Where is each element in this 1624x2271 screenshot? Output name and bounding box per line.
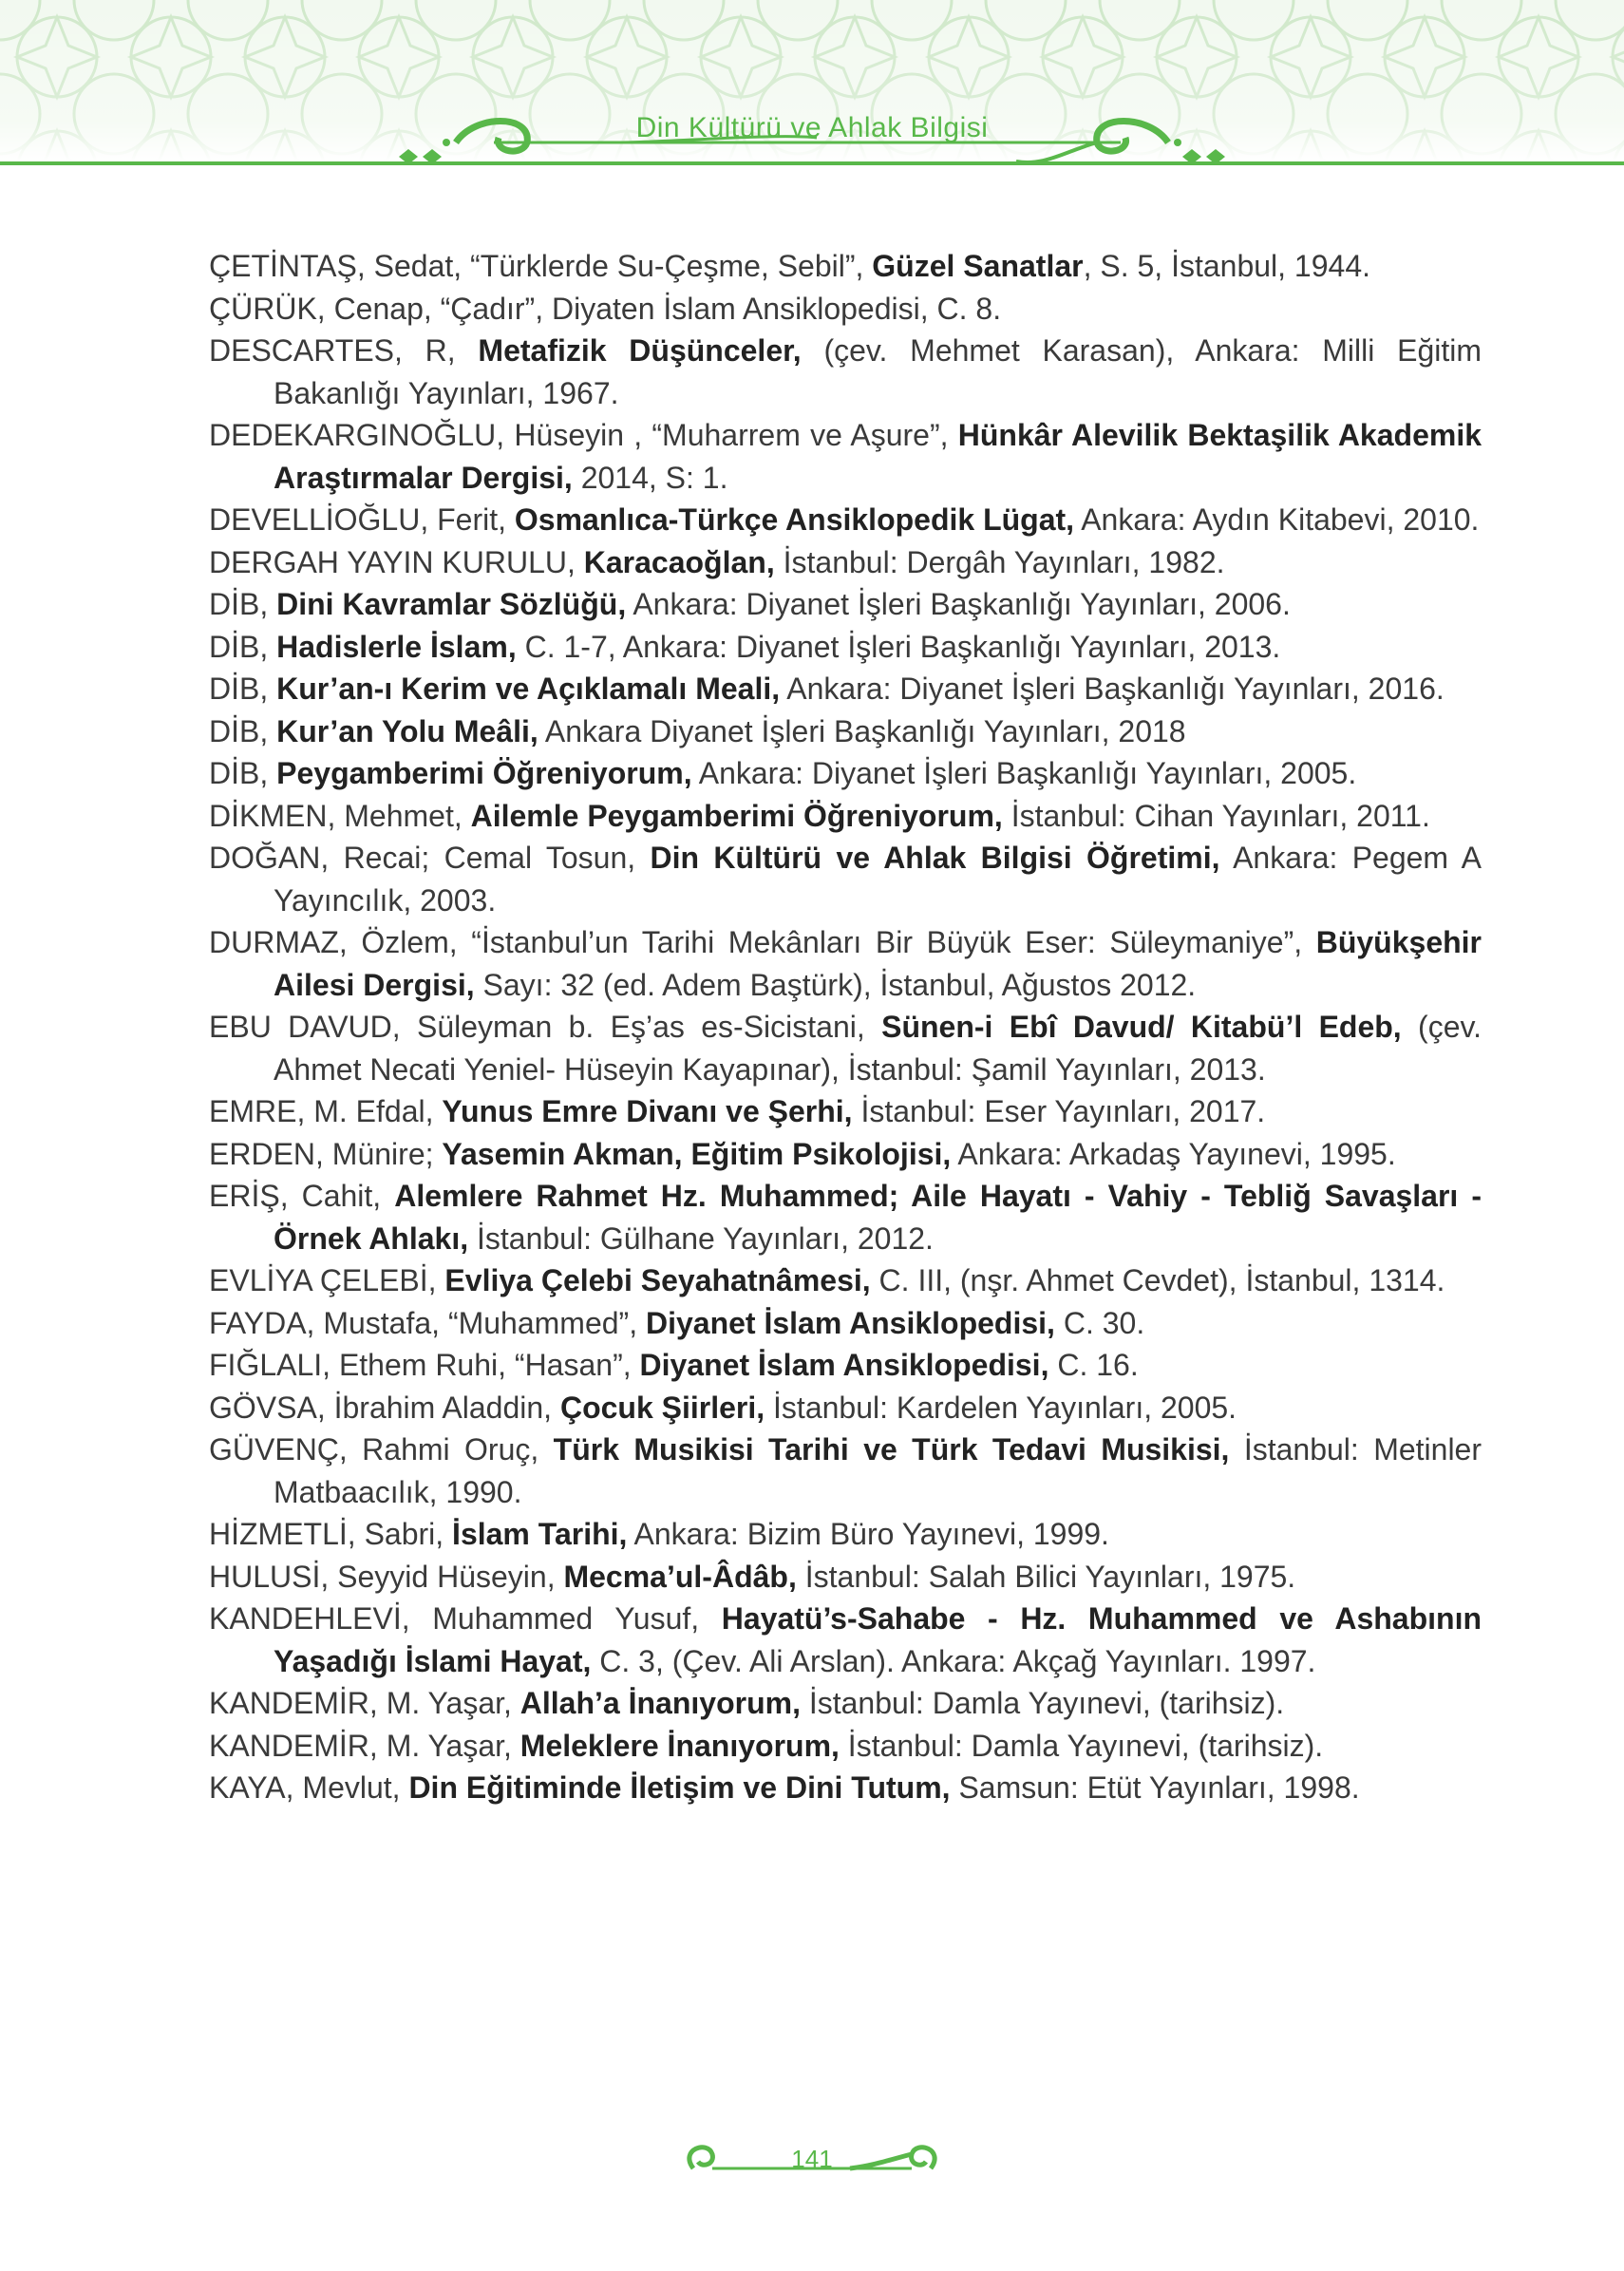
- reference-text: Ankara: Diyanet İşleri Başkanlığı Yayınları, 2016.: [780, 672, 1445, 706]
- reference-entry: [209, 668, 1482, 710]
- reference-text: ERDEN, Münire;: [209, 1136, 443, 1171]
- decorative-pattern: [0, 0, 1624, 176]
- reference-entry: [209, 541, 1482, 584]
- reference-title: Diyanet İslam Ansiklopedisi,: [645, 1305, 1055, 1340]
- reference-text: EBU DAVUD, Süleyman b. Eş’as es-Sicistani,: [209, 1010, 882, 1044]
- reference-entry: [209, 752, 1482, 795]
- reference-text: DİB,: [209, 587, 277, 621]
- reference-text: İstanbul: Salah Bilici Yayınları, 1975.: [796, 1559, 1296, 1594]
- reference-text: Sayı: 32 (ed. Adem Baştürk), İstanbul, Ağustos 2012.: [474, 967, 1197, 1002]
- reference-text: DOĞAN, Recai; Cemal Tosun,: [209, 841, 651, 875]
- reference-entry: [209, 1682, 1482, 1725]
- reference-entry: [209, 1302, 1482, 1345]
- reference-entry: [209, 288, 1482, 331]
- reference-title: Hadislerle İslam,: [276, 629, 517, 664]
- reference-text: Ankara: Bizim Büro Yayınevi, 1999.: [627, 1517, 1109, 1551]
- reference-text: DİKMEN, Mehmet,: [209, 798, 471, 833]
- reference-title: Diyanet İslam Ansiklopedisi,: [639, 1348, 1049, 1382]
- reference-title: Ailemle Peygamberimi Öğreniyorum,: [470, 798, 1003, 833]
- reference-entry: [209, 1344, 1482, 1387]
- reference-text: Samsun: Etüt Yayınları, 1998.: [950, 1770, 1360, 1805]
- reference-text: EMRE, M. Efdal,: [209, 1094, 443, 1128]
- reference-title: Peygamberimi Öğreniyorum,: [276, 756, 692, 790]
- page-footer: [670, 2126, 954, 2192]
- reference-title: Dini Kavramlar Sözlüğü,: [276, 587, 627, 621]
- reference-title: Hünkâr Alevilik Bektaşilik Akademik Araştırmalar Dergisi,: [274, 418, 1482, 495]
- reference-text: C. 30.: [1054, 1305, 1145, 1340]
- reference-title: Yasemin Akman, Eğitim Psikolojisi,: [442, 1136, 952, 1171]
- reference-title: Metafizik Düşünceler,: [478, 333, 802, 368]
- reference-text: DİB,: [209, 672, 277, 706]
- reference-text: DESCARTES, R,: [209, 333, 479, 368]
- reference-title: Allah’a İnanıyorum,: [519, 1686, 801, 1720]
- reference-entry: [209, 921, 1482, 1006]
- bibliography-list: [209, 245, 1482, 1809]
- reference-entry: [209, 837, 1482, 921]
- reference-text: İstanbul: Metinler Matbaacılık, 1990.: [274, 1432, 1482, 1509]
- reference-entry: [209, 1725, 1482, 1768]
- reference-text: KANDEMİR, M. Yaşar,: [209, 1686, 520, 1720]
- reference-title: Sünen-i Ebî Davud/ Kitabü’l Edeb,: [881, 1010, 1402, 1044]
- reference-text: DİB,: [209, 629, 277, 664]
- reference-title: Büyükşehir Ailesi Dergisi,: [274, 925, 1482, 1002]
- reference-title: Meleklere İnanıyorum,: [519, 1728, 840, 1763]
- reference-text: DURMAZ, Özlem, “İstanbul’un Tarihi Mekânları Bir Büyük Eser: Süleymaniye”,: [209, 925, 1316, 959]
- reference-text: , S. 5, İstanbul, 1944.: [1083, 249, 1370, 283]
- reference-title: Güzel Sanatlar: [872, 249, 1084, 283]
- reference-title: Karacaoğlan,: [583, 544, 775, 579]
- reference-text: C. III, (nşr. Ahmet Cevdet), İstanbul, 1314.: [870, 1263, 1445, 1297]
- reference-entry: [209, 710, 1482, 753]
- reference-text: C. 16.: [1048, 1348, 1139, 1382]
- reference-entry: [209, 1259, 1482, 1302]
- reference-entry: [209, 245, 1482, 288]
- reference-entry: [209, 1513, 1482, 1556]
- reference-text: Ankara: Diyanet İşleri Başkanlığı Yayınları, 2005.: [691, 756, 1357, 790]
- reference-text: Ankara: Diyanet İşleri Başkanlığı Yayınları, 2006.: [626, 587, 1291, 621]
- reference-text: C. 3, (Çev. Ali Arslan). Ankara: Akçağ Yayınları. 1997.: [591, 1643, 1316, 1678]
- reference-title: Hayatü’s-Sahabe - Hz. Muhammed ve Ashabının Yaşadığı İslami Hayat,: [274, 1601, 1482, 1678]
- reference-text: DEVELLİOĞLU, Ferit,: [209, 502, 515, 537]
- reference-text: İstanbul: Kardelen Yayınları, 2005.: [765, 1390, 1237, 1425]
- reference-text: EVLİYA ÇELEBİ,: [209, 1263, 445, 1297]
- reference-text: GÖVSA, İbrahim Aladdin,: [209, 1390, 560, 1425]
- reference-entry: [209, 499, 1482, 541]
- reference-text: (çev. Mehmet Karasan), Ankara: Milli Eğitim Bakanlığı Yayınları, 1967.: [274, 333, 1482, 410]
- reference-title: Türk Musikisi Tarihi ve Türk Tedavi Musikisi,: [553, 1432, 1230, 1467]
- reference-text: ÇÜRÜK, Cenap, “Çadır”, Diyaten İslam Ansiklopedisi, C. 8.: [209, 291, 1002, 326]
- reference-entry: [209, 1387, 1482, 1429]
- reference-title: Kur’an Yolu Meâli,: [276, 713, 538, 748]
- page-header: [0, 0, 1624, 176]
- reference-text: KAYA, Mevlut,: [209, 1770, 409, 1805]
- reference-title: Din Kültürü ve Ahlak Bilgisi Öğretimi,: [650, 841, 1220, 875]
- reference-title: Alemlere Rahmet Hz. Muhammed; Aile Hayatı - Vahiy - Tebliğ Savaşları - Örnek Ahlakı,: [274, 1179, 1482, 1256]
- reference-entry: [209, 626, 1482, 669]
- reference-text: GÜVENÇ, Rahmi Oruç,: [209, 1432, 554, 1467]
- reference-text: DİB,: [209, 713, 277, 748]
- reference-text: İstanbul: Damla Yayınevi, (tarihsiz).: [839, 1728, 1324, 1763]
- reference-title: Çocuk Şiirleri,: [559, 1390, 765, 1425]
- reference-entry: [209, 1767, 1482, 1809]
- reference-text: İstanbul: Gülhane Yayınları, 2012.: [468, 1221, 934, 1256]
- reference-entry: [209, 1429, 1482, 1513]
- reference-title: Evliya Çelebi Seyahatnâmesi,: [444, 1263, 871, 1297]
- reference-text: İstanbul: Damla Yayınevi, (tarihsiz).: [800, 1686, 1285, 1720]
- reference-text: Ankara Diyanet İşleri Başkanlığı Yayınları, 2018: [538, 713, 1186, 748]
- reference-entry: [209, 414, 1482, 499]
- reference-text: C. 1-7, Ankara: Diyanet İşleri Başkanlığı Yayınları, 2013.: [516, 629, 1281, 664]
- reference-entry: [209, 1133, 1482, 1176]
- reference-text: İstanbul: Cihan Yayınları, 2011.: [1002, 798, 1430, 833]
- reference-text: İstanbul: Eser Yayınları, 2017.: [852, 1094, 1266, 1128]
- reference-text: HULUSİ, Seyyid Hüseyin,: [209, 1559, 564, 1594]
- reference-text: Ankara: Aydın Kitabevi, 2010.: [1074, 502, 1480, 537]
- reference-entry: [209, 795, 1482, 838]
- reference-title: Mecma’ul-Âdâb,: [563, 1559, 797, 1594]
- reference-text: FAYDA, Mustafa, “Muhammed”,: [209, 1305, 646, 1340]
- header-title: Din Kültürü ve Ahlak Bilgisi: [635, 112, 989, 143]
- reference-text: HİZMETLİ, Sabri,: [209, 1517, 453, 1551]
- reference-text: KANDEMİR, M. Yaşar,: [209, 1728, 520, 1763]
- reference-text: Ankara: Arkadaş Yayınevi, 1995.: [951, 1136, 1396, 1171]
- reference-entry: [209, 1006, 1482, 1090]
- reference-text: ERİŞ, Cahit,: [209, 1179, 395, 1213]
- reference-text: Ankara: Pegem A Yayıncılık, 2003.: [274, 841, 1482, 918]
- reference-text: FIĞLALI, Ethem Ruhi, “Hasan”,: [209, 1348, 640, 1382]
- reference-title: Yunus Emre Divanı ve Şerhi,: [442, 1094, 853, 1128]
- reference-title: Osmanlıca-Türkçe Ansiklopedik Lügat,: [514, 502, 1075, 537]
- reference-title: Kur’an-ı Kerim ve Açıklamalı Meali,: [276, 672, 781, 706]
- reference-text: DERGAH YAYIN KURULU,: [209, 544, 584, 579]
- reference-text: DEDEKARGINOĞLU, Hüseyin , “Muharrem ve Aşure”,: [209, 418, 958, 452]
- page-number: 141: [791, 2145, 833, 2173]
- reference-entry: [209, 583, 1482, 626]
- reference-text: İstanbul: Dergâh Yayınları, 1982.: [774, 544, 1225, 579]
- reference-text: KANDEHLEVİ, Muhammed Yusuf,: [209, 1601, 722, 1636]
- reference-entry: [209, 1175, 1482, 1259]
- reference-entry: [209, 1598, 1482, 1682]
- reference-text: DİB,: [209, 756, 277, 790]
- reference-title: İslam Tarihi,: [452, 1517, 628, 1551]
- reference-text: ÇETİNTAŞ, Sedat, “Türklerde Su-Çeşme, Sebil”,: [209, 249, 873, 283]
- reference-entry: [209, 1556, 1482, 1599]
- reference-text: 2014, S: 1.: [572, 460, 728, 495]
- reference-title: Din Eğitiminde İletişim ve Dini Tutum,: [408, 1770, 951, 1805]
- reference-entry: [209, 330, 1482, 414]
- reference-entry: [209, 1090, 1482, 1133]
- reference-text: (çev. Ahmet Necati Yeniel- Hüseyin Kayapınar), İstanbul: Şamil Yayınları, 2013.: [274, 1010, 1482, 1087]
